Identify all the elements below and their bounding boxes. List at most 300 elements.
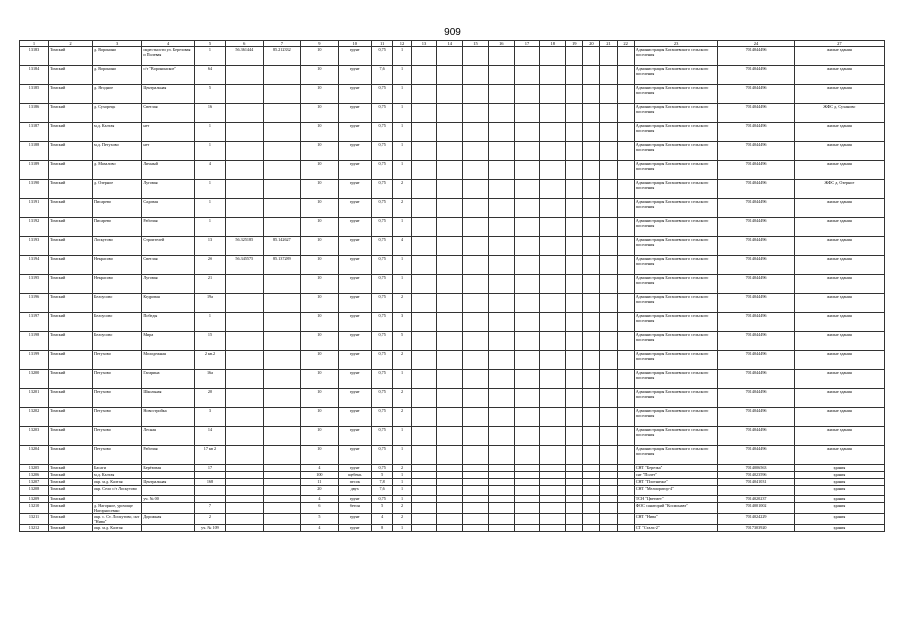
table-cell: грунт: [338, 427, 371, 446]
table-cell: 7014044496: [718, 446, 794, 465]
table-cell: 1: [393, 446, 411, 465]
table-cell: [583, 161, 600, 180]
table-cell: [488, 161, 514, 180]
table-cell: 17: [194, 465, 225, 472]
table-cell: д. Воронино: [92, 47, 141, 66]
table-cell: 2: [393, 199, 411, 218]
table-cell: 1: [393, 85, 411, 104]
table-cell: [617, 256, 634, 275]
table-cell: [583, 294, 600, 313]
table-cell: 13186: [20, 104, 49, 123]
table-cell: 13192: [20, 218, 49, 237]
table-cell: 0,75: [371, 294, 392, 313]
table-cell: грунт: [338, 256, 371, 275]
table-cell: [226, 161, 264, 180]
table-cell: 2 кв.2: [194, 351, 225, 370]
table-cell: [600, 180, 617, 199]
table-cell: [583, 465, 600, 472]
table-cell: [488, 294, 514, 313]
table-cell: [540, 199, 566, 218]
table-cell: [583, 123, 600, 142]
table-cell: [583, 389, 600, 408]
table-cell: [583, 47, 600, 66]
table-cell: 17 кв 2: [194, 446, 225, 465]
column-header: 21: [600, 41, 617, 47]
table-cell: жилые здания: [794, 370, 884, 389]
table-cell: [600, 472, 617, 479]
table-cell: [566, 525, 583, 532]
table-cell: [583, 479, 600, 486]
table-cell: здания: [794, 486, 884, 496]
table-cell: 13211: [20, 514, 49, 525]
table-cell: [226, 370, 264, 389]
table-cell: [263, 199, 301, 218]
table-cell: [600, 503, 617, 514]
table-cell: [194, 496, 225, 503]
table-cell: [566, 142, 583, 161]
table-cell: [226, 180, 264, 199]
table-cell: Новостройка: [142, 408, 195, 427]
table-cell: жилые здания: [794, 237, 884, 256]
table-cell: [617, 427, 634, 446]
table-cell: [540, 104, 566, 123]
table-cell: 2: [393, 180, 411, 199]
table-cell: [540, 332, 566, 351]
table-cell: [411, 351, 437, 370]
table-cell: [142, 486, 195, 496]
table-cell: [566, 486, 583, 496]
table-cell: грунт: [338, 408, 371, 427]
table-cell: 13207: [20, 479, 49, 486]
table-cell: [437, 47, 463, 66]
table-cell: 7014044496: [718, 427, 794, 446]
table-cell: 7014044496: [718, 161, 794, 180]
column-header: 10: [338, 41, 371, 47]
table-cell: [226, 427, 264, 446]
table-cell: [463, 218, 489, 237]
table-cell: 0,75: [371, 389, 392, 408]
table-cell: [540, 142, 566, 161]
table-cell: 5: [371, 472, 392, 479]
table-cell: [540, 446, 566, 465]
table-cell: жилые здания: [794, 85, 884, 104]
table-cell: [583, 66, 600, 85]
table-cell: грунт: [338, 47, 371, 66]
table-cell: 7014044496: [718, 256, 794, 275]
table-cell: [617, 479, 634, 486]
table-cell: [411, 47, 437, 66]
table-cell: [583, 275, 600, 294]
table-cell: [617, 389, 634, 408]
table-cell: грунт: [338, 142, 371, 161]
table-cell: снт "Полет": [634, 472, 718, 479]
table-cell: 10: [301, 370, 339, 389]
table-cell: [488, 370, 514, 389]
table-cell: 0,75: [371, 199, 392, 218]
table-cell: [566, 465, 583, 472]
table-cell: окр. м.д. Калтая: [92, 525, 141, 532]
table-cell: Лесная: [142, 427, 195, 446]
table-cell: 1: [393, 486, 411, 496]
table-cell: 13208: [20, 486, 49, 496]
table-cell: [583, 313, 600, 332]
table-cell: д. Сухорецк: [92, 104, 141, 123]
table-cell: грунт: [338, 514, 371, 525]
table-cell: 13190: [20, 180, 49, 199]
table-cell: м.д. Калтая: [92, 123, 141, 142]
table-cell: [617, 332, 634, 351]
table-cell: [226, 514, 264, 525]
table-cell: [600, 427, 617, 446]
table-cell: 1: [393, 142, 411, 161]
table-cell: Светлая: [142, 256, 195, 275]
table-cell: 7014044496: [718, 351, 794, 370]
table-cell: 13197: [20, 313, 49, 332]
table-cell: 15: [194, 332, 225, 351]
table-cell: [411, 180, 437, 199]
table-cell: Центральная: [142, 85, 195, 104]
table-cell: [514, 294, 540, 313]
table-cell: [263, 503, 301, 514]
table-cell: [437, 525, 463, 532]
table-cell: 56.345575: [226, 256, 264, 275]
table-cell: [583, 408, 600, 427]
table-cell: [540, 180, 566, 199]
table-cell: [488, 123, 514, 142]
table-row: [20, 47, 885, 66]
table-cell: [463, 446, 489, 465]
table-cell: 13199: [20, 351, 49, 370]
table-cell: [488, 465, 514, 472]
table-cell: [263, 142, 301, 161]
table-cell: [263, 479, 301, 486]
table-cell: [411, 370, 437, 389]
table-cell: 10: [301, 142, 339, 161]
table-cell: [617, 237, 634, 256]
table-cell: Томский: [48, 237, 92, 256]
table-cell: м.д. Петухово: [92, 142, 141, 161]
table-cell: [540, 47, 566, 66]
table-cell: [463, 66, 489, 85]
table-cell: Томский: [48, 275, 92, 294]
table-cell: Мира: [142, 332, 195, 351]
table-cell: Томский: [48, 256, 92, 275]
column-header: 13: [411, 41, 437, 47]
table-cell: [617, 294, 634, 313]
table-cell: грунт: [338, 161, 371, 180]
table-cell: [488, 514, 514, 525]
table-cell: [566, 370, 583, 389]
table-cell: [617, 142, 634, 161]
table-cell: [488, 486, 514, 496]
table-cell: Берёзовая: [142, 465, 195, 472]
table-cell: [488, 351, 514, 370]
table-cell: [617, 275, 634, 294]
table-cell: 7014044496: [718, 332, 794, 351]
table-cell: [617, 465, 634, 472]
table-cell: жилые здания: [794, 199, 884, 218]
table-cell: 0,75: [371, 313, 392, 332]
page-number: 909: [444, 27, 461, 38]
column-header: 20: [583, 41, 600, 47]
table-cell: [463, 472, 489, 479]
table-cell: 10: [301, 123, 339, 142]
column-header: 11: [371, 41, 392, 47]
table-cell: [540, 514, 566, 525]
table-cell: [488, 218, 514, 237]
table-cell: [263, 275, 301, 294]
table-cell: 0,75: [371, 123, 392, 142]
table-cell: 13201: [20, 389, 49, 408]
table-cell: [463, 123, 489, 142]
registry-table: [19, 40, 885, 532]
table-cell: Томский: [48, 104, 92, 123]
table-cell: 7014044496: [718, 389, 794, 408]
table-cell: [463, 275, 489, 294]
table-cell: [463, 389, 489, 408]
table-cell: жилые здания: [794, 332, 884, 351]
table-cell: 10: [301, 427, 339, 446]
table-cell: [540, 525, 566, 532]
column-header: 12: [393, 41, 411, 47]
table-cell: [540, 256, 566, 275]
table-cell: Томский: [48, 446, 92, 465]
table-cell: 1: [393, 275, 411, 294]
table-cell: [600, 389, 617, 408]
table-cell: 13: [194, 237, 225, 256]
table-cell: Некрасово: [92, 275, 141, 294]
table-cell: [566, 275, 583, 294]
table-cell: [411, 275, 437, 294]
table-cell: [617, 313, 634, 332]
table-cell: [617, 161, 634, 180]
table-cell: [583, 486, 600, 496]
table-cell: [617, 370, 634, 389]
table-cell: [437, 496, 463, 503]
table-cell: [540, 294, 566, 313]
table-cell: 64: [194, 66, 225, 85]
table-cell: 2: [393, 389, 411, 408]
table-cell: [514, 427, 540, 446]
table-cell: [566, 85, 583, 104]
table-cell: 1: [393, 479, 411, 486]
table-cell: 10: [301, 351, 339, 370]
table-cell: [583, 180, 600, 199]
table-cell: [566, 351, 583, 370]
table-cell: [514, 408, 540, 427]
table-cell: [583, 427, 600, 446]
table-cell: 4: [393, 237, 411, 256]
table-cell: [617, 408, 634, 427]
table-cell: 1: [194, 199, 225, 218]
table-cell: [514, 218, 540, 237]
column-header: 27: [794, 41, 884, 47]
table-cell: 0,75: [371, 180, 392, 199]
table-cell: [488, 66, 514, 85]
table-row: [20, 370, 885, 389]
table-cell: [488, 525, 514, 532]
table-cell: [411, 123, 437, 142]
table-cell: [263, 427, 301, 446]
table-cell: [583, 351, 600, 370]
table-cell: 16а: [194, 370, 225, 389]
table-cell: [463, 104, 489, 123]
table-cell: [263, 351, 301, 370]
table-cell: [411, 85, 437, 104]
table-cell: [540, 123, 566, 142]
table-cell: Садовая: [142, 199, 195, 218]
table-cell: 1: [393, 123, 411, 142]
table-cell: 10: [301, 161, 339, 180]
table-cell: [600, 199, 617, 218]
table-cell: [488, 142, 514, 161]
table-cell: СНТ "Мелиоратор-4": [634, 486, 718, 496]
table-cell: щебень: [338, 472, 371, 479]
table-cell: Томский: [48, 514, 92, 525]
table-cell: [617, 486, 634, 496]
table-cell: 13191: [20, 199, 49, 218]
table-cell: [600, 313, 617, 332]
table-cell: 0,75: [371, 496, 392, 503]
table-cell: [488, 479, 514, 486]
table-cell: Администрация Богашевского сельского поселения: [634, 199, 718, 218]
table-cell: 1: [194, 123, 225, 142]
table-cell: 4: [301, 465, 339, 472]
table-cell: [514, 503, 540, 514]
table-cell: [540, 370, 566, 389]
table-cell: [463, 161, 489, 180]
table-cell: [226, 123, 264, 142]
table-cell: [566, 503, 583, 514]
column-header: 14: [437, 41, 463, 47]
table-cell: [263, 332, 301, 351]
table-cell: [617, 199, 634, 218]
table-cell: [514, 486, 540, 496]
table-row: [20, 256, 885, 275]
table-cell: [540, 503, 566, 514]
table-cell: песок: [338, 479, 371, 486]
table-cell: Администрация Богашевского сельского поселения: [634, 104, 718, 123]
table-cell: [566, 496, 583, 503]
table-cell: [263, 408, 301, 427]
table-cell: грунт: [338, 104, 371, 123]
table-cell: [540, 472, 566, 479]
table-cell: 0,75: [371, 142, 392, 161]
table-cell: [437, 332, 463, 351]
table-cell: [411, 161, 437, 180]
table-cell: 7014044496: [718, 199, 794, 218]
table-cell: [488, 427, 514, 446]
table-cell: Администрация Богашевского сельского поселения: [634, 351, 718, 370]
table-cell: [566, 237, 583, 256]
table-cell: [437, 486, 463, 496]
table-cell: [411, 514, 437, 525]
table-cell: Томский: [48, 427, 92, 446]
table-cell: 0,75: [371, 427, 392, 446]
table-cell: 13189: [20, 161, 49, 180]
table-cell: [600, 218, 617, 237]
table-cell: 5: [371, 503, 392, 514]
table-cell: 85.137289: [263, 256, 301, 275]
table-cell: Томский: [48, 525, 92, 532]
table-cell: [92, 496, 141, 503]
table-cell: [583, 199, 600, 218]
table-cell: Кедровая: [142, 294, 195, 313]
table-cell: [488, 408, 514, 427]
table-cell: Администрация Богашевского сельского поселения: [634, 408, 718, 427]
table-cell: [600, 525, 617, 532]
table-cell: 1: [393, 256, 411, 275]
table-cell: грунт: [338, 525, 371, 532]
table-cell: 10: [301, 389, 339, 408]
table-cell: [600, 256, 617, 275]
table-cell: [411, 503, 437, 514]
table-cell: [463, 237, 489, 256]
table-cell: [540, 427, 566, 446]
table-cell: грунт: [338, 332, 371, 351]
table-cell: Белоусово: [92, 294, 141, 313]
table-cell: [583, 237, 600, 256]
table-cell: жилые здания: [794, 142, 884, 161]
table-cell: [226, 446, 264, 465]
table-cell: 0,75: [371, 104, 392, 123]
table-cell: [514, 123, 540, 142]
table-cell: 0,75: [371, 408, 392, 427]
table-cell: жилые здания: [794, 218, 884, 237]
table-cell: 2: [194, 514, 225, 525]
table-cell: 7014006563: [718, 465, 794, 472]
table-cell: окр. м.д. Калтая: [92, 479, 141, 486]
table-cell: Луговая: [142, 275, 195, 294]
table-cell: [540, 218, 566, 237]
table-cell: 8: [371, 525, 392, 532]
table-cell: 19а: [194, 294, 225, 313]
table-cell: [411, 427, 437, 446]
table-cell: [600, 85, 617, 104]
table-cell: [463, 525, 489, 532]
table-cell: 13183: [20, 47, 49, 66]
table-row: [20, 85, 885, 104]
table-cell: [566, 472, 583, 479]
table-cell: 7014020237: [718, 496, 794, 503]
table-cell: Лоскутово: [92, 237, 141, 256]
table-cell: здания: [794, 503, 884, 514]
table-cell: жилые здания: [794, 313, 884, 332]
table-cell: 56.361444: [226, 47, 264, 66]
table-cell: 21: [194, 275, 225, 294]
table-cell: Петухово: [92, 370, 141, 389]
table-cell: 13205: [20, 465, 49, 472]
table-cell: Петухово: [92, 389, 141, 408]
table-cell: [488, 389, 514, 408]
table-cell: 13209: [20, 496, 49, 503]
table-cell: [583, 218, 600, 237]
table-cell: [437, 85, 463, 104]
table-cell: [226, 472, 264, 479]
table-cell: [263, 370, 301, 389]
table-cell: Петухово: [92, 408, 141, 427]
table-cell: 20: [301, 486, 339, 496]
table-cell: [437, 237, 463, 256]
table-cell: [566, 199, 583, 218]
table-cell: здания: [794, 472, 884, 479]
table-cell: [437, 180, 463, 199]
table-cell: [583, 142, 600, 161]
table-cell: 5: [194, 85, 225, 104]
table-cell: [411, 237, 437, 256]
table-cell: [437, 389, 463, 408]
table-cell: Петухово: [92, 427, 141, 446]
